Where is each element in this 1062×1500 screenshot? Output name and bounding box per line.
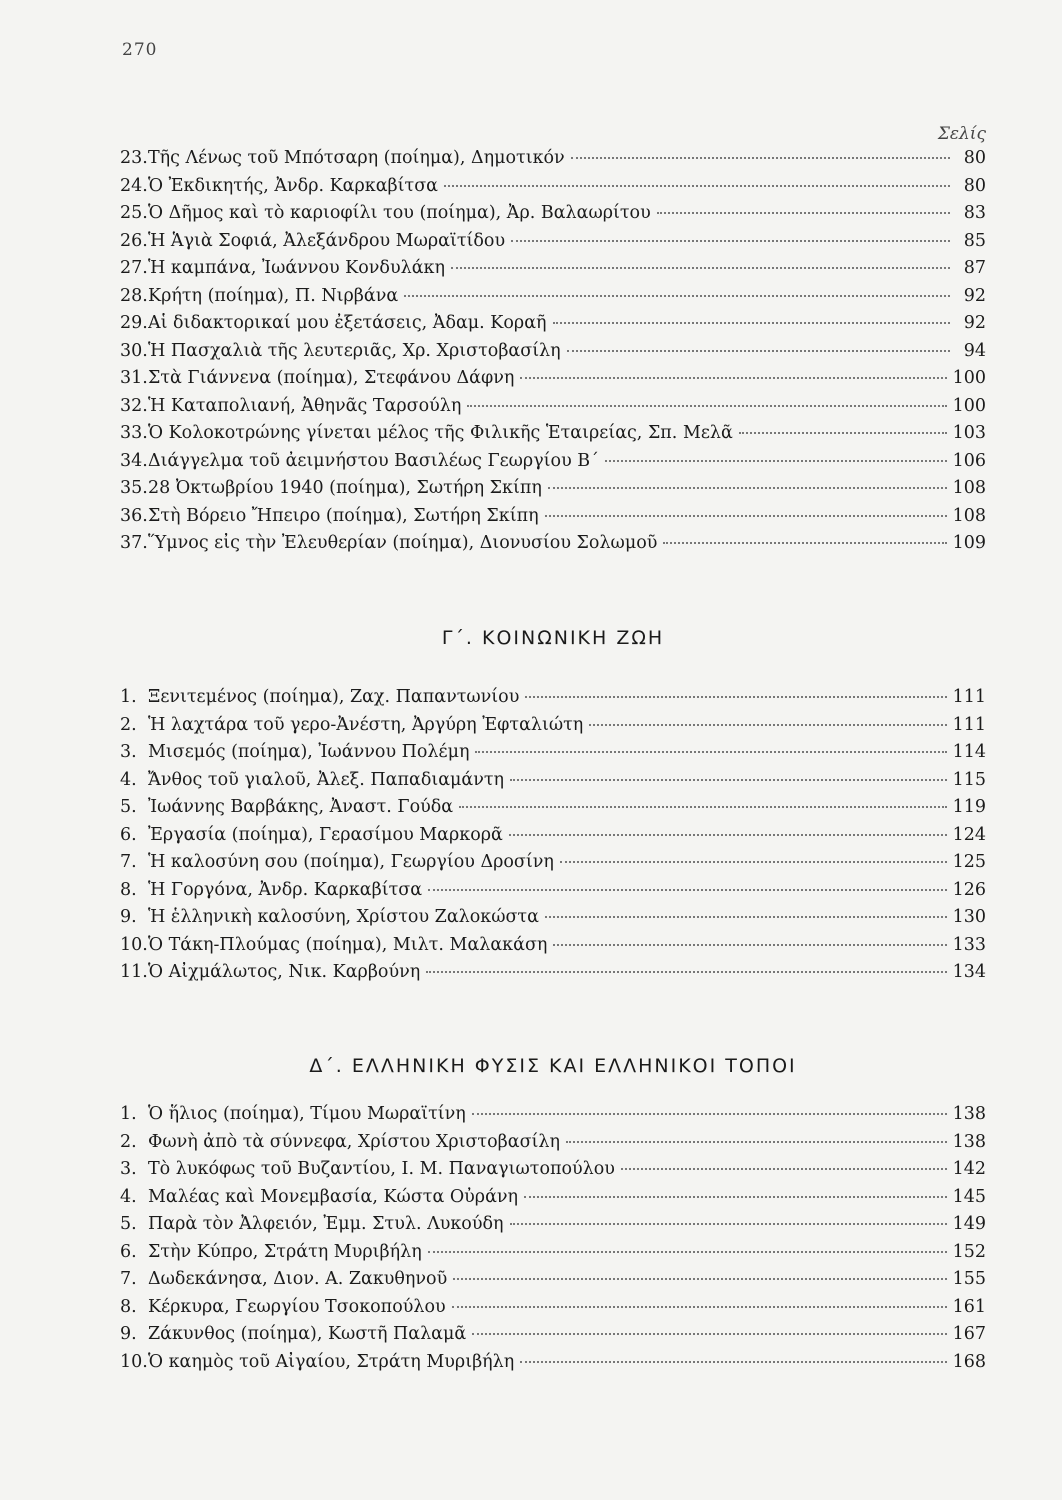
toc-entry-number: 4. (120, 769, 137, 790)
toc-entry (120, 506, 986, 534)
toc-entry (120, 148, 986, 176)
toc-entry-number: 30. (120, 340, 148, 361)
toc-entry-number: 4. (120, 1186, 137, 1207)
toc-entry (120, 1159, 986, 1187)
toc-entry (120, 1214, 986, 1242)
toc-entry (120, 286, 986, 314)
toc-entry-number: 6. (120, 824, 137, 845)
toc-entry (120, 1324, 986, 1352)
toc-entry-page: 168 (952, 1351, 986, 1372)
toc-entry-title: Ἐργασία (ποίημα), Γερασίμου Μαρκορᾶ (148, 824, 503, 845)
toc-entry-number: 26. (120, 230, 148, 251)
toc-entry-page: 119 (952, 797, 986, 817)
page-number: 270 (122, 40, 158, 60)
toc-entry-title: Ἡ Ἁγιὰ Σοφιά, Ἀλεξάνδρου Μωραϊτίδου (148, 230, 506, 251)
dot-leader (459, 806, 946, 808)
toc-entry-number: 27. (120, 258, 148, 278)
toc-entry-page: 152 (952, 1241, 986, 1262)
toc-section-3 (120, 1104, 986, 1379)
toc-entry (120, 341, 986, 369)
dot-leader (467, 405, 946, 407)
toc-entry-number: 7. (120, 1269, 137, 1289)
dot-leader (510, 779, 947, 781)
toc-entry-title: Μισεμός (ποίημα), Ἰωάννου Πολέμη (148, 742, 470, 762)
toc-entry-title: Στὰ Γιάννενα (ποίημα), Στεφάνου Δάφνη (148, 368, 515, 388)
dot-leader (525, 696, 946, 698)
toc-entry-page: 103 (952, 423, 986, 443)
toc-entry-title: Διάγγελμα τοῦ ἀειμνήστου Βασιλέως Γεωργίου Β΄ (148, 450, 599, 471)
toc-entry (120, 1352, 986, 1380)
toc-entry-page: 133 (952, 934, 986, 955)
toc-entry-page: 100 (952, 368, 986, 388)
toc-entry-number: 34. (120, 450, 148, 471)
toc-entry-title: Ὁ Αἰχμάλωτος, Νικ. Καρβούνη (148, 962, 421, 982)
toc-entry-page: 149 (952, 1214, 986, 1234)
toc-entry (120, 962, 986, 990)
dot-leader (472, 1113, 947, 1115)
toc-entry (120, 1242, 986, 1270)
toc-entry-title: Μαλέας καὶ Μονεμβασία, Κώστα Οὐράνη (148, 1186, 519, 1207)
toc-entry-number: 1. (120, 687, 137, 707)
toc-entry (120, 1297, 986, 1325)
toc-entry-number: 10. (120, 934, 148, 955)
dot-leader (475, 751, 946, 753)
toc-entry-page: 106 (952, 450, 986, 471)
dot-leader (605, 460, 947, 462)
dot-leader (553, 322, 951, 324)
toc-entry-page: 124 (952, 824, 986, 845)
toc-entry-number: 2. (120, 714, 137, 735)
toc-entry-number: 37. (120, 533, 148, 553)
toc-entry-number: 33. (120, 423, 148, 443)
toc-entry-title: Ἡ Γοργόνα, Ἀνδρ. Καρκαβίτσα (148, 879, 423, 900)
dot-leader (553, 944, 946, 946)
dot-leader (428, 1251, 947, 1253)
toc-entry-number: 5. (120, 1214, 137, 1234)
toc-entry (120, 203, 986, 231)
dot-leader (545, 916, 947, 918)
toc-entry (120, 231, 986, 259)
toc-entry-page: 155 (952, 1269, 986, 1289)
toc-entry-page: 142 (952, 1159, 986, 1179)
toc-entry (120, 907, 986, 935)
toc-entry-number: 5. (120, 797, 137, 817)
toc-entry-page: 125 (952, 852, 986, 872)
dot-leader (451, 267, 950, 269)
dot-leader (472, 1333, 946, 1335)
toc-section-1 (120, 148, 986, 561)
toc-entry-title: Ζάκυνθος (ποίημα), Κωστῆ Παλαμᾶ (148, 1324, 467, 1344)
toc-entry-number: 23. (120, 148, 148, 168)
toc-entry (120, 1187, 986, 1215)
toc-entry-page: 126 (952, 879, 986, 900)
toc-entry (120, 852, 986, 880)
dot-leader (404, 295, 950, 297)
toc-entry-number: 36. (120, 505, 148, 526)
toc-entry (120, 880, 986, 908)
dot-leader (452, 1306, 947, 1308)
toc-entry-page: 85 (963, 230, 986, 251)
toc-entry-title: Τῆς Λένως τοῦ Μπότσαρη (ποίημα), Δημοτικόν (148, 148, 565, 168)
toc-entry-title: Ὁ ἥλιος (ποίημα), Τίμου Μωραϊτίνη (148, 1104, 466, 1124)
toc-entry-number: 8. (120, 879, 137, 900)
toc-entry-title: Ἡ καλοσύνη σου (ποίημα), Γεωργίου Δροσίνη (148, 852, 554, 872)
dot-leader (548, 487, 947, 489)
toc-entry-page: 108 (952, 478, 986, 498)
toc-entry-title: Αἱ διδακτορικαί μου ἐξετάσεις, Ἀδαμ. Κοραῆ (148, 313, 547, 333)
toc-entry (120, 797, 986, 825)
toc-entry-page: 111 (952, 687, 986, 707)
toc-entry-page: 87 (963, 258, 986, 278)
toc-entry-number: 10. (120, 1351, 148, 1372)
toc-entry-page: 167 (952, 1324, 986, 1344)
toc-entry-page: 161 (952, 1296, 986, 1317)
toc-entry-title: Τὸ λυκόφως τοῦ Βυζαντίου, Ι. Μ. Παναγιωτοπούλου (148, 1159, 615, 1179)
toc-entry-number: 1. (120, 1104, 137, 1124)
toc-entry-title: Φωνὴ ἀπὸ τὰ σύννεφα, Χρίστου Χριστοβασίλη (148, 1131, 560, 1152)
dot-leader (520, 1361, 946, 1363)
section-heading-greek-nature: Δ΄. ΕΛΛΗΝΙΚΗ ΦΥΣΙΣ ΚΑΙ ΕΛΛΗΝΙΚΟΙ ΤΟΠΟΙ (309, 1055, 797, 1077)
dot-leader (428, 889, 947, 891)
toc-entry-number: 3. (120, 742, 137, 762)
toc-entry-page: 92 (963, 285, 986, 306)
toc-entry (120, 825, 986, 853)
toc-entry (120, 176, 986, 204)
toc-entry-page: 94 (963, 340, 986, 361)
toc-entry-page: 109 (952, 533, 986, 553)
toc-entry (120, 1104, 986, 1132)
toc-entry-title: Ὁ Κολοκοτρώνης γίνεται μέλος τῆς Φιλικῆς Ἑταιρείας, Σπ. Μελᾶ (148, 423, 733, 443)
toc-entry-number: 35. (120, 478, 148, 498)
toc-entry-title: Ὕμνος εἰς τὴν Ἐλευθερίαν (ποίημα), Διονυσίου Σολωμοῦ (148, 533, 658, 553)
toc-entry-title: Ἡ λαχτάρα τοῦ γερο-Ἀνέστη, Ἀργύρη Ἐφταλιώτη (148, 714, 584, 735)
toc-entry-page: 138 (952, 1131, 986, 1152)
toc-entry-title: Παρὰ τὸν Ἀλφειόν, Ἐμμ. Στυλ. Λυκούδη (148, 1214, 504, 1234)
toc-entry-page: 114 (952, 742, 986, 762)
toc-entry (120, 742, 986, 770)
toc-entry-number: 32. (120, 395, 148, 416)
dot-leader (621, 1168, 947, 1170)
toc-entry-page: 138 (952, 1104, 986, 1124)
toc-entry-number: 31. (120, 368, 148, 388)
toc-entry-page: 108 (952, 505, 986, 526)
toc-entry-page: 100 (952, 395, 986, 416)
toc-entry (120, 478, 986, 506)
toc-entry-number: 9. (120, 1324, 137, 1344)
toc-entry (120, 935, 986, 963)
dot-leader (571, 157, 950, 159)
toc-entry-number: 8. (120, 1296, 137, 1317)
toc-entry-number: 9. (120, 907, 137, 927)
toc-entry-title: Δωδεκάνησα, Διον. Α. Ζακυθηνοῦ (148, 1269, 448, 1289)
toc-entry (120, 313, 986, 341)
toc-entry-number: 6. (120, 1241, 137, 1262)
toc-entry-title: Στὴ Βόρειο Ἤπειρο (ποίημα), Σωτήρη Σκίπη (148, 505, 539, 526)
toc-entry (120, 533, 986, 561)
toc-entry-title: Ἡ Πασχαλιὰ τῆς λευτεριᾶς, Χρ. Χριστοβασίλη (148, 340, 561, 361)
toc-entry-page: 80 (963, 148, 986, 168)
toc-entry-number: 25. (120, 203, 148, 223)
toc-entry (120, 1269, 986, 1297)
toc-entry-page: 130 (952, 907, 986, 927)
toc-entry-number: 3. (120, 1159, 137, 1179)
toc-entry-title: Ὁ Τάκη-Πλούμας (ποίημα), Μιλτ. Μαλακάση (148, 934, 548, 955)
toc-section-2 (120, 687, 986, 990)
toc-entry-page: 83 (963, 203, 986, 223)
toc-entry (120, 770, 986, 798)
toc-entry-title: Ἰωάννης Βαρβάκης, Ἀναστ. Γούδα (148, 797, 454, 817)
dot-leader (510, 1223, 947, 1225)
dot-leader (524, 1196, 947, 1198)
toc-entry-title: Ἡ ἑλληνικὴ καλοσύνη, Χρίστου Ζαλοκώστα (148, 907, 539, 927)
toc-entry-page: 115 (952, 769, 986, 790)
toc-entry-title: Ἡ καμπάνα, Ἰωάννου Κονδυλάκη (148, 258, 445, 278)
dot-leader (444, 185, 950, 187)
dot-leader (566, 1141, 947, 1143)
dot-leader (426, 971, 946, 973)
toc-entry-page: 92 (963, 313, 986, 333)
toc-entry (120, 451, 986, 479)
toc-entry-number: 11. (120, 962, 148, 982)
section-heading-social-life: Γ΄. ΚΟΙΝΩΝΙΚΗ ΖΩΗ (441, 627, 665, 649)
toc-entry-title: 28 Ὀκτωβρίου 1940 (ποίημα), Σωτήρη Σκίπη (148, 478, 542, 498)
toc-entry-title: Ὁ Ἐκδικητής, Ἀνδρ. Καρκαβίτσα (148, 175, 438, 196)
toc-entry-title: Κέρκυρα, Γεωργίου Τσοκοπούλου (148, 1296, 446, 1317)
toc-entry (120, 687, 986, 715)
toc-entry (120, 258, 986, 286)
toc-entry-number: 2. (120, 1131, 137, 1152)
toc-entry-number: 29. (120, 313, 148, 333)
dot-leader (567, 350, 950, 352)
toc-entry-number: 24. (120, 175, 148, 196)
toc-entry (120, 423, 986, 451)
dot-leader (511, 240, 950, 242)
toc-entry-title: Στὴν Κύπρο, Στράτη Μυριβήλη (148, 1241, 422, 1262)
toc-entry-number: 7. (120, 852, 137, 872)
toc-entry (120, 368, 986, 396)
toc-entry (120, 715, 986, 743)
page-column-header: Σελίς (937, 124, 986, 144)
dot-leader (560, 861, 947, 863)
toc-entry-page: 145 (952, 1186, 986, 1207)
toc-entry-title: Κρήτη (ποίημα), Π. Νιρβάνα (148, 285, 399, 306)
toc-entry-title: Ὁ καημὸς τοῦ Αἰγαίου, Στράτη Μυριβήλη (148, 1351, 515, 1372)
toc-entry-title: Ἄνθος τοῦ γιαλοῦ, Ἀλεξ. Παπαδιαμάντη (148, 769, 505, 790)
dot-leader (589, 724, 946, 726)
toc-entry-page: 111 (952, 714, 986, 735)
dot-leader (739, 432, 947, 434)
dot-leader (657, 212, 950, 214)
toc-entry-title: Ὁ Δῆμος καὶ τὸ καριοφίλι του (ποίημα), Ἀρ. Βαλαωρίτου (148, 203, 651, 223)
dot-leader (545, 515, 947, 517)
dot-leader (453, 1278, 946, 1280)
toc-entry-number: 28. (120, 285, 148, 306)
toc-entry-page: 80 (963, 175, 986, 196)
toc-entry-page: 134 (952, 962, 986, 982)
dot-leader (520, 377, 946, 379)
toc-entry-title: Ἡ Καταπολιανή, Ἀθηνᾶς Ταρσούλη (148, 395, 462, 416)
toc-entry-title: Ξενιτεμένος (ποίημα), Ζαχ. Παπαντωνίου (148, 687, 520, 707)
toc-entry (120, 1132, 986, 1160)
toc-entry (120, 396, 986, 424)
dot-leader (509, 834, 947, 836)
dot-leader (663, 542, 946, 544)
